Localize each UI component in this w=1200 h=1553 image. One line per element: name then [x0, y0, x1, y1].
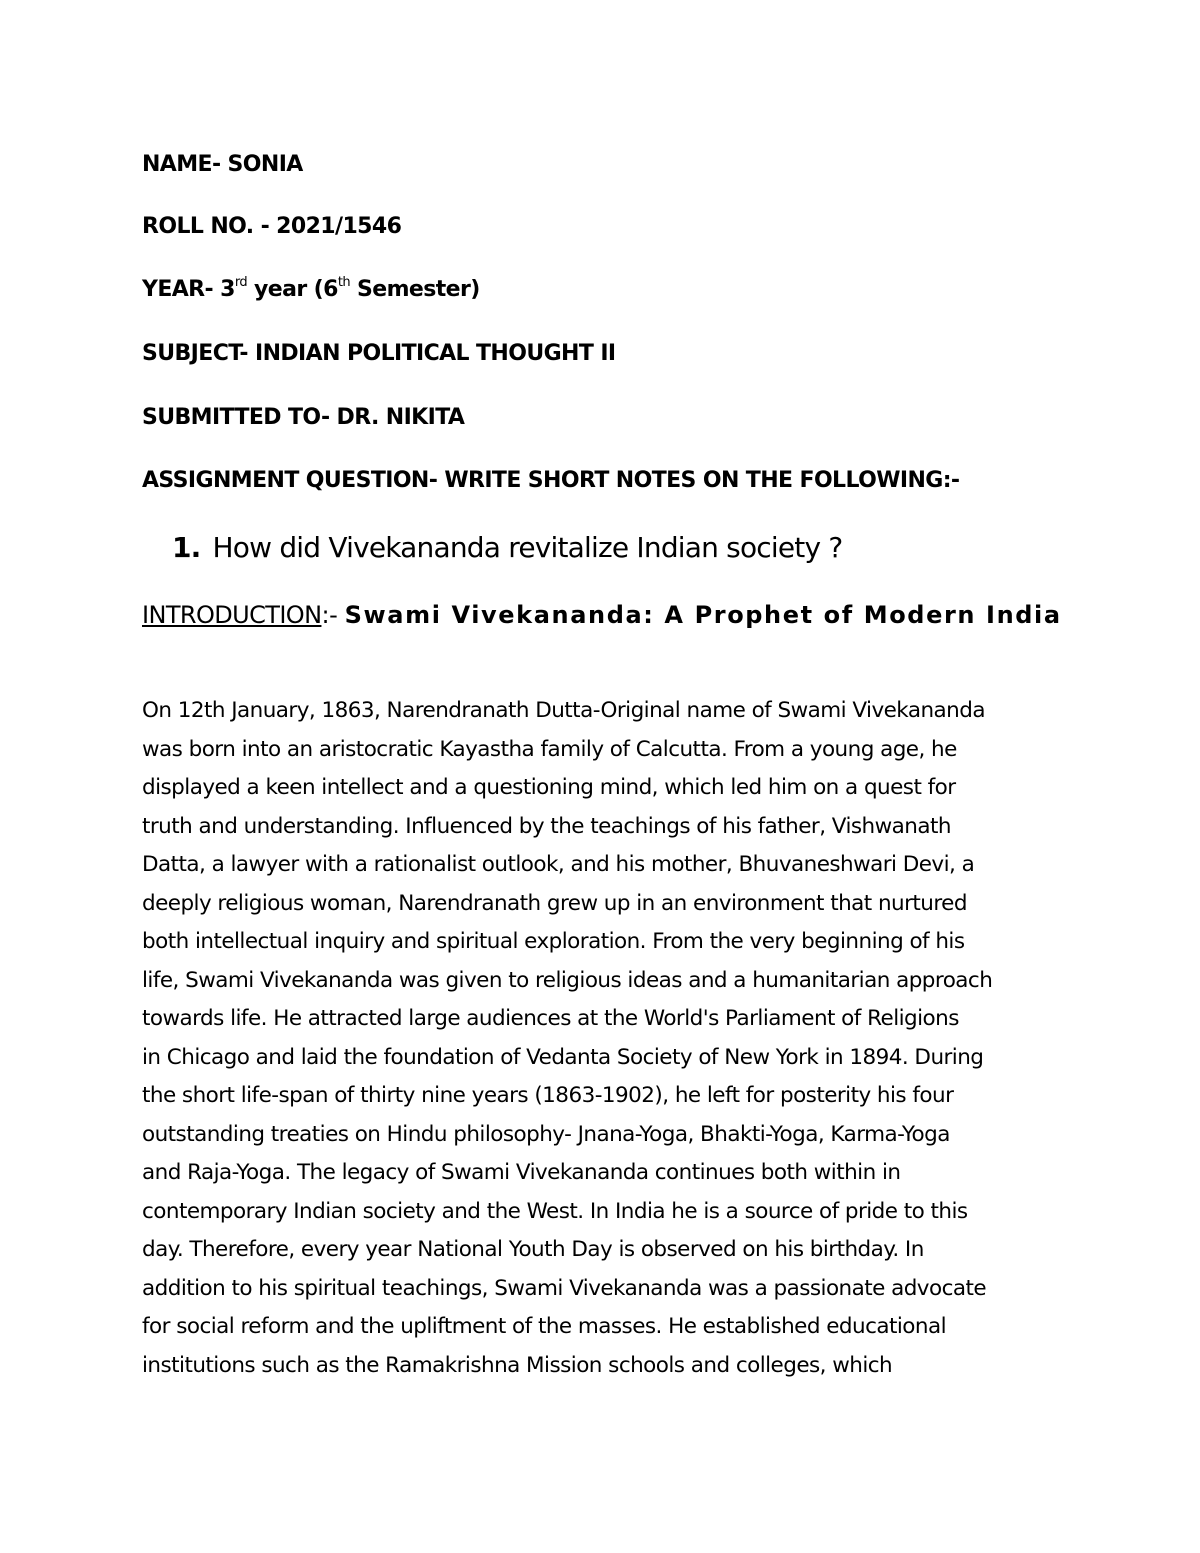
- year-suffix: Semester): [349, 277, 480, 302]
- year-sup-th: th: [337, 274, 350, 290]
- body-paragraph: [142, 692, 1072, 1385]
- body-line: day. Therefore, every year National Youth Day is observed on his birthday. In: [142, 1237, 924, 1262]
- submitted-to-line: SUBMITTED TO- DR. NIKITA: [142, 405, 465, 430]
- body-line: Datta, a lawyer with a rationalist outlook, and his mother, Bhuvaneshwari Devi, a: [142, 852, 975, 877]
- introduction-label: INTRODUCTION: [142, 601, 322, 629]
- subject-line: SUBJECT- INDIAN POLITICAL THOUGHT II: [142, 341, 616, 366]
- body-line: towards life. He attracted large audiences at the World's Parliament of Religions: [142, 1006, 959, 1031]
- year-mid: year (6: [247, 277, 338, 302]
- body-line: the short life-span of thirty nine years (1863-1902), he left for posterity his four: [142, 1083, 954, 1108]
- question-item: [172, 528, 842, 568]
- body-line: in Chicago and laid the foundation of Vedanta Society of New York in 1894. During: [142, 1044, 984, 1070]
- body-line: institutions such as the Ramakrishna Mission schools and colleges, which: [142, 1352, 893, 1378]
- body-line: addition to his spiritual teachings, Swami Vivekananda was a passionate advocate: [142, 1275, 987, 1301]
- body-line: On 12th January, 1863, Narendranath Dutta-Original name of Swami Vivekananda: [142, 698, 985, 723]
- body-line: truth and understanding. Influenced by the teachings of his father, Vishwanath: [142, 813, 951, 839]
- body-line: deeply religious woman, Narendranath grew up in an environment that nurtured: [142, 890, 967, 916]
- body-line: both intellectual inquiry and spiritual exploration. From the very beginning of his: [142, 929, 965, 954]
- body-line: and Raja-Yoga. The legacy of Swami Vivekananda continues both within in: [142, 1160, 901, 1185]
- year-sup-rd: rd: [234, 274, 247, 290]
- body-line: outstanding treaties on Hindu philosophy- Jnana-Yoga, Bhakti-Yoga, Karma-Yoga: [142, 1121, 950, 1147]
- introduction-separator: :-: [321, 601, 345, 629]
- body-line: was born into an aristocratic Kayastha family of Calcutta. From a young age, he: [142, 736, 957, 762]
- roll-number: ROLL NO. - 2021/1546: [142, 214, 402, 239]
- body-line: life, Swami Vivekananda was given to religious ideas and a humanitarian approach: [142, 967, 993, 993]
- year-prefix: YEAR- 3: [142, 277, 235, 302]
- introduction-subtitle: Swami Vivekananda: A Prophet of Modern India: [344, 601, 1062, 629]
- body-line: for social reform and the upliftment of the masses. He established educational: [142, 1314, 947, 1339]
- body-line: contemporary Indian society and the West. In India he is a source of pride to this: [142, 1198, 968, 1224]
- introduction-heading: [142, 596, 1062, 634]
- assignment-question-line: ASSIGNMENT QUESTION- WRITE SHORT NOTES ON THE FOLLOWING:-: [142, 468, 960, 493]
- year-line: [142, 275, 480, 305]
- student-name: NAME- SONIA: [142, 152, 303, 177]
- body-line: displayed a keen intellect and a questioning mind, which led him on a quest for: [142, 775, 956, 800]
- question-number: 1.: [172, 531, 201, 564]
- question-text: How did Vivekananda revitalize Indian society ?: [212, 531, 843, 564]
